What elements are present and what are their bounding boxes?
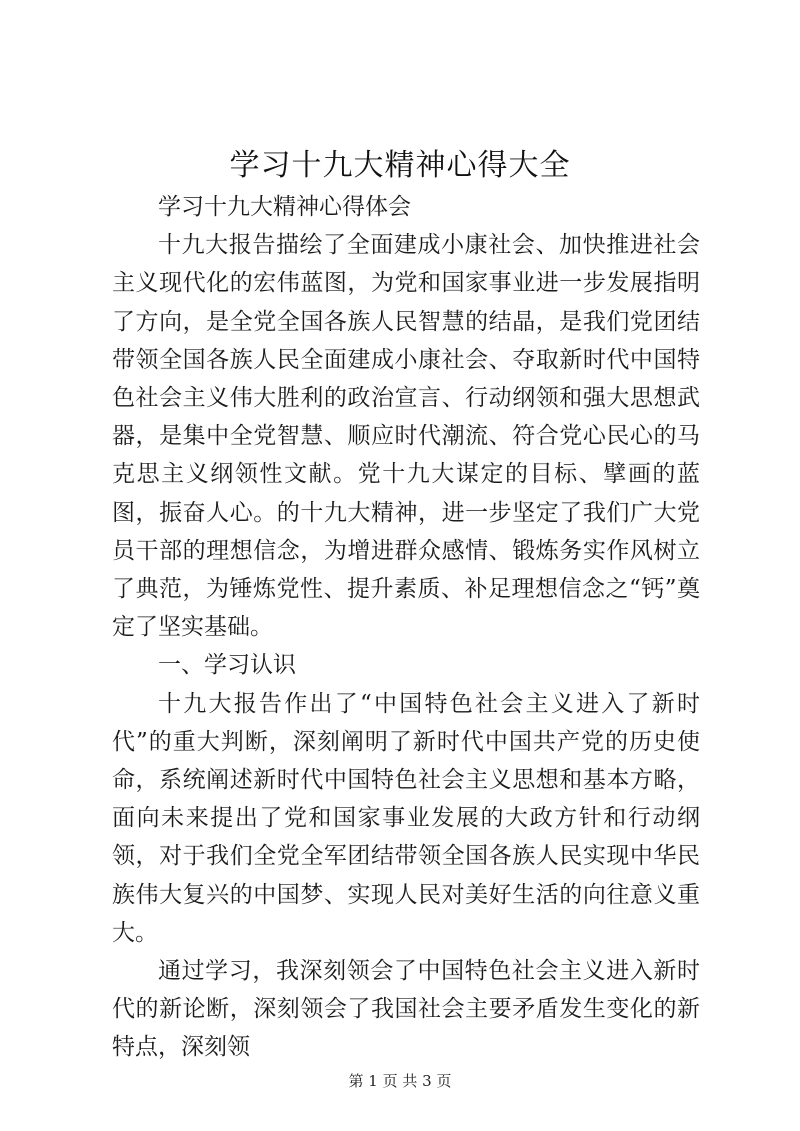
paragraph-study: 通过学习，我深刻领会了中国特色社会主义进入新时代的新论断，深刻领会了我国社会主要矛盾发生变化的新特点，深刻领	[112, 958, 700, 1061]
paragraph-subtitle: 学习十九大精神心得体会	[158, 194, 411, 220]
section-heading: 一、学习认识	[158, 652, 296, 679]
paragraph-report: 十九大报告作出了“中国特色社会主义进入了新时代”的重大判断，深刻阐明了新时代中国共产党的历史使命，系统阐述新时代中国特色社会主义思想和基本方略，面向未来提出了党和国家事业发展的大政方针和行动纲领，对于我们全党全军团结带领全国各族人民实现中华民族伟大复兴的中国梦、实现人民对美好生活的向往意义重大。	[112, 690, 700, 946]
page-footer: 第 1 页 共 3 页	[348, 1072, 452, 1090]
document-body	[112, 188, 700, 1067]
document-title: 学习十九大精神心得大全	[229, 148, 571, 183]
paragraph-intro: 十九大报告描绘了全面建成小康社会、加快推进社会主义现代化的宏伟蓝图，为党和国家事业进一步发展指明了方向，是全党全国各族人民智慧的结晶，是我们党团结带领全国各族人民全面建成小康社会、夺取新时代中国特色社会主义伟大胜利的政治宣言、行动纲领和强大思想武器，是集中全党智慧、顺应时代潮流、符合党心民心的马克思主义纲领性文献。党十九大谋定的目标、擘画的蓝图，振奋人心。的十九大精神，进一步坚定了我们广大党员干部的理想信念，为增进群众感情、锻炼务实作风树立了典范，为锤炼党性、提升素质、补足理想信念之“钙”奠定了坚实基础。	[112, 232, 700, 641]
